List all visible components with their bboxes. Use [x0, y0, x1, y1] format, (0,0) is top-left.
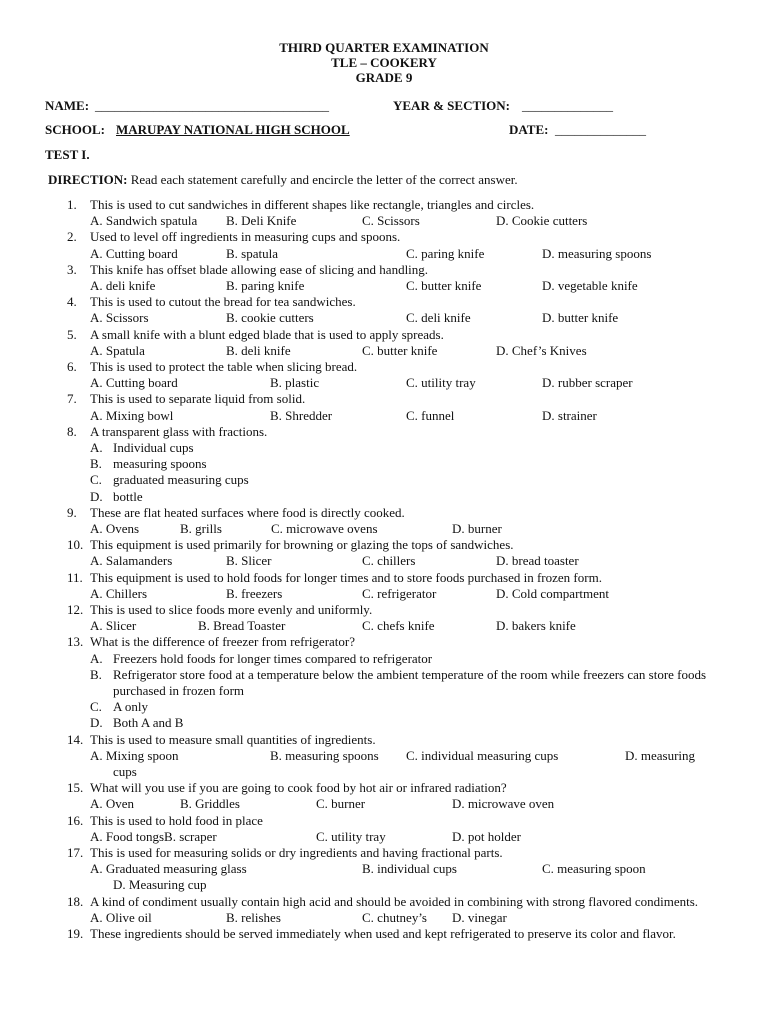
- question-text: Used to level off ingredients in measuring cups and spoons.: [90, 229, 401, 245]
- answer-choice[interactable]: A. Chillers: [90, 585, 148, 601]
- question-number: 15.: [67, 780, 84, 796]
- choice-text: A only: [113, 699, 149, 715]
- answer-choice[interactable]: A. Ovens: [90, 520, 140, 536]
- question-number: 7.: [67, 391, 77, 407]
- answer-choice[interactable]: B. individual cups: [362, 861, 457, 877]
- question-item: [67, 570, 757, 602]
- question-text: This knife has offset blade allowing ease of slicing and handling.: [90, 261, 429, 277]
- choice-letter: D.: [90, 715, 103, 731]
- choices-row: [90, 408, 757, 424]
- answer-choice[interactable]: [90, 715, 757, 731]
- direction-label: DIRECTION:: [48, 172, 128, 187]
- answer-choice[interactable]: C. chefs knife: [362, 618, 435, 634]
- answer-choice[interactable]: D. vinegar: [452, 909, 507, 925]
- answer-choice[interactable]: B. spatula: [226, 245, 278, 261]
- answer-choice[interactable]: D. burner: [452, 520, 502, 536]
- answer-choice[interactable]: B. Deli Knife: [226, 213, 297, 229]
- answer-choice[interactable]: A. Oven: [90, 796, 135, 812]
- choice-letter: A.: [90, 650, 103, 666]
- year-section-blank: ______________: [522, 98, 613, 113]
- question-number: 4.: [67, 294, 77, 310]
- question-item: [67, 424, 757, 505]
- answer-choice[interactable]: [90, 699, 757, 715]
- answer-choice[interactable]: C. butter knife: [406, 277, 482, 293]
- choice-text: measuring spoons: [113, 456, 207, 472]
- answer-choice[interactable]: D. Cold compartment: [496, 585, 610, 601]
- test-label: TEST I.: [45, 147, 90, 162]
- choices-row: [90, 829, 757, 845]
- answer-choice[interactable]: D. pot holder: [452, 828, 521, 844]
- answer-choice[interactable]: C. chutney’s: [362, 909, 427, 925]
- choices-row: [90, 861, 757, 877]
- choice-text: Both A and B: [113, 715, 184, 731]
- answer-choice[interactable]: C. microwave ovens: [271, 520, 378, 536]
- answer-choice[interactable]: C. chillers: [362, 553, 416, 569]
- answer-choice[interactable]: D. butter knife: [542, 310, 619, 326]
- question-number: 2.: [67, 229, 77, 245]
- question-item: [67, 327, 757, 359]
- question-item: [67, 505, 757, 537]
- answer-choice[interactable]: C. butter knife: [362, 342, 438, 358]
- question-text: This is used to protect the table when slicing bread.: [90, 358, 358, 374]
- question-item: [67, 359, 757, 391]
- choices-row: [90, 586, 757, 602]
- choices-row: [90, 343, 757, 359]
- school-name: MARUPAY NATIONAL HIGH SCHOOL: [116, 122, 350, 137]
- choice-letter: B.: [90, 456, 102, 472]
- answer-choice[interactable]: D. Chef’s Knives: [496, 342, 587, 358]
- choices-row: [90, 278, 757, 294]
- answer-choice[interactable]: B. measuring spoons: [270, 747, 379, 763]
- question-number: 9.: [67, 504, 77, 520]
- question-text: This is used to cut sandwiches in different shapes like rectangle, triangles and circles.: [90, 197, 535, 212]
- choices-row: [90, 796, 757, 812]
- question-item: [67, 262, 757, 294]
- question-item: [67, 197, 757, 229]
- question-item: [67, 894, 757, 926]
- name-blank: ____________________________________: [95, 98, 329, 113]
- answer-choice[interactable]: [90, 489, 757, 505]
- answer-choice[interactable]: B. Bread Toaster: [198, 618, 286, 634]
- question-number: 3.: [67, 261, 77, 277]
- answer-choice[interactable]: C. funnel: [406, 407, 455, 423]
- choices-row: [90, 618, 757, 634]
- answer-choice[interactable]: A. Olive oil: [90, 909, 152, 925]
- choice-letter: C.: [90, 699, 102, 715]
- question-item: [67, 537, 757, 569]
- answer-choice[interactable]: [90, 440, 757, 456]
- answer-choice[interactable]: D. strainer: [542, 407, 597, 423]
- answer-choice[interactable]: D. measuring spoons: [542, 245, 652, 261]
- question-text: This is used for measuring solids or dry ingredients and having fractional parts.: [90, 844, 503, 860]
- question-number: 16.: [67, 812, 84, 828]
- question-text: This equipment is used primarily for browning or glazing the tops of sandwiches.: [90, 537, 514, 553]
- answer-choice[interactable]: [90, 456, 757, 472]
- answer-choice[interactable]: A. Salamanders: [90, 553, 173, 569]
- choice-text: graduated measuring cups: [113, 472, 249, 488]
- question-item: [67, 926, 757, 942]
- answer-choice[interactable]: A. Mixing bowl: [90, 407, 174, 423]
- subject-title: TLE – COOKERY: [331, 55, 437, 70]
- choices-row: [90, 246, 757, 262]
- answer-choice[interactable]: [90, 667, 757, 699]
- answer-choice[interactable]: B. deli knife: [226, 342, 291, 358]
- question-text: What will you use if you are going to cook food by hot air or infrared radiation?: [90, 780, 507, 796]
- question-number: 1.: [67, 197, 77, 212]
- answer-choice[interactable]: B. Slicer: [226, 553, 272, 569]
- question-item: [67, 294, 757, 326]
- answer-choice[interactable]: A. Graduated measuring glass: [90, 861, 247, 877]
- question-text: This is used to separate liquid from solid.: [90, 391, 306, 407]
- name-label: NAME:: [45, 98, 90, 113]
- answer-choice[interactable]: A. Mixing spoon: [90, 747, 179, 763]
- direction-text: Read each statement carefully and encircle the letter of the correct answer.: [130, 172, 518, 187]
- question-text: This is used to measure small quantities of ingredients.: [90, 731, 376, 747]
- question-number: 18.: [67, 893, 84, 909]
- answer-choice[interactable]: C. refrigerator: [362, 585, 437, 601]
- choice-letter: C.: [90, 472, 102, 488]
- answer-choice[interactable]: A. Sandwich spatula: [90, 213, 198, 229]
- answer-choice[interactable]: [90, 651, 757, 667]
- question-text: These are flat heated surfaces where food is directly cooked.: [90, 504, 405, 520]
- answer-choice[interactable]: C. deli knife: [406, 310, 471, 326]
- answer-choice[interactable]: B. plastic: [270, 375, 320, 391]
- question-number: 11.: [67, 569, 83, 585]
- question-text: A small knife with a blunt edged blade that is used to apply spreads.: [90, 326, 444, 342]
- question-item: [67, 229, 757, 261]
- date-blank: ______________: [555, 122, 646, 137]
- question-text: This equipment is used to hold foods for longer times and to store foods purchased in frozen form.: [90, 569, 602, 585]
- exam-title: THIRD QUARTER EXAMINATION: [279, 40, 489, 55]
- answer-choice[interactable]: B. relishes: [226, 909, 281, 925]
- answer-choice[interactable]: A. Spatula: [90, 342, 145, 358]
- choice-text: Individual cups: [113, 439, 194, 455]
- choices-row: [90, 521, 757, 537]
- choices-row: [90, 553, 757, 569]
- choice-text: Refrigerator store food at a temperature below the ambient temperature of the room while freezers can store foods purchased in frozen form: [113, 666, 707, 698]
- question-item: [67, 602, 757, 634]
- answer-choice[interactable]: C. utility tray: [316, 828, 386, 844]
- question-text: This is used to hold food in place: [90, 812, 263, 828]
- answer-choice[interactable]: A. Scissors: [90, 310, 149, 326]
- answer-choice[interactable]: C. individual measuring cups: [406, 747, 559, 763]
- answer-choice[interactable]: D. bakers knife: [496, 618, 576, 634]
- question-text: This is used to slice foods more evenly and uniformly.: [90, 601, 373, 617]
- answer-choice[interactable]: C. Scissors: [362, 213, 420, 229]
- question-text: This is used to cutout the bread for tea sandwiches.: [90, 294, 356, 310]
- grade-title: GRADE 9: [355, 70, 413, 85]
- question-text: A kind of condiment usually contain high acid and should be avoided in combining with strong flavored condiments.: [90, 893, 699, 909]
- question-item: [67, 845, 757, 894]
- school-label: SCHOOL:: [45, 122, 105, 137]
- choice-text: Freezers hold foods for longer times compared to refrigerator: [113, 650, 433, 666]
- question-number: 19.: [67, 925, 84, 941]
- question-number: 17.: [67, 844, 84, 860]
- choice-letter: B.: [90, 666, 102, 682]
- choices-row: [90, 213, 757, 229]
- question-item: [67, 634, 757, 731]
- answer-choice[interactable]: D. measuring: [625, 747, 696, 763]
- answer-choice[interactable]: A. Cutting board: [90, 375, 178, 391]
- answer-choice[interactable]: D. rubber scraper: [542, 375, 633, 391]
- choice-continuation: D. Measuring cup: [113, 877, 207, 893]
- answer-choice[interactable]: B. grills: [180, 520, 222, 536]
- choices-row: [90, 910, 757, 926]
- answer-choice[interactable]: C. measuring spoon: [542, 861, 646, 877]
- question-item: [67, 780, 757, 812]
- answer-choice[interactable]: D. Cookie cutters: [496, 213, 588, 229]
- question-number: 10.: [67, 537, 84, 553]
- choices-row: [90, 748, 757, 764]
- answer-choice[interactable]: B. freezers: [226, 585, 283, 601]
- answer-choice[interactable]: A. Cutting board: [90, 245, 178, 261]
- choice-letter: A.: [90, 439, 103, 455]
- question-text: These ingredients should be served immediately when used and kept refrigerated to preserve its color and flavor.: [90, 925, 676, 941]
- question-item: [67, 391, 757, 423]
- date-label: DATE:: [509, 122, 549, 137]
- question-number: 14.: [67, 731, 84, 747]
- choice-text: bottle: [113, 488, 143, 504]
- choice-letter: D.: [90, 488, 103, 504]
- answer-choice[interactable]: A. deli knife: [90, 277, 156, 293]
- answer-choice[interactable]: [90, 472, 757, 488]
- question-number: 6.: [67, 358, 77, 374]
- answer-choice[interactable]: D. bread toaster: [496, 553, 579, 569]
- answer-choice[interactable]: C. burner: [316, 796, 366, 812]
- answer-choice[interactable]: B. cookie cutters: [226, 310, 314, 326]
- answer-choice[interactable]: C. utility tray: [406, 375, 476, 391]
- answer-choice[interactable]: C. paring knife: [406, 245, 485, 261]
- question-text: What is the difference of freezer from refrigerator?: [90, 634, 356, 650]
- question-text: A transparent glass with fractions.: [90, 423, 268, 439]
- year-section-label: YEAR & SECTION:: [393, 98, 511, 113]
- answer-choice[interactable]: A. Food tongsB. scraper: [90, 828, 217, 844]
- question-number: 13.: [67, 634, 84, 650]
- question-number: 12.: [67, 601, 84, 617]
- answer-choice[interactable]: A. Slicer: [90, 618, 137, 634]
- answer-choice[interactable]: B. Shredder: [270, 407, 333, 423]
- question-list: [67, 197, 757, 942]
- direction-line: [48, 172, 518, 188]
- question-item: [67, 732, 757, 781]
- question-item: [67, 813, 757, 845]
- answer-choice[interactable]: B. paring knife: [226, 277, 305, 293]
- question-number: 5.: [67, 326, 77, 342]
- question-number: 8.: [67, 423, 77, 439]
- choices-row: [90, 375, 757, 391]
- answer-choice[interactable]: D. vegetable knife: [542, 277, 638, 293]
- choices-row: [90, 310, 757, 326]
- choice-continuation: cups: [113, 763, 137, 779]
- answer-choice[interactable]: B. Griddles: [180, 796, 240, 812]
- answer-choice[interactable]: D. microwave oven: [452, 796, 555, 812]
